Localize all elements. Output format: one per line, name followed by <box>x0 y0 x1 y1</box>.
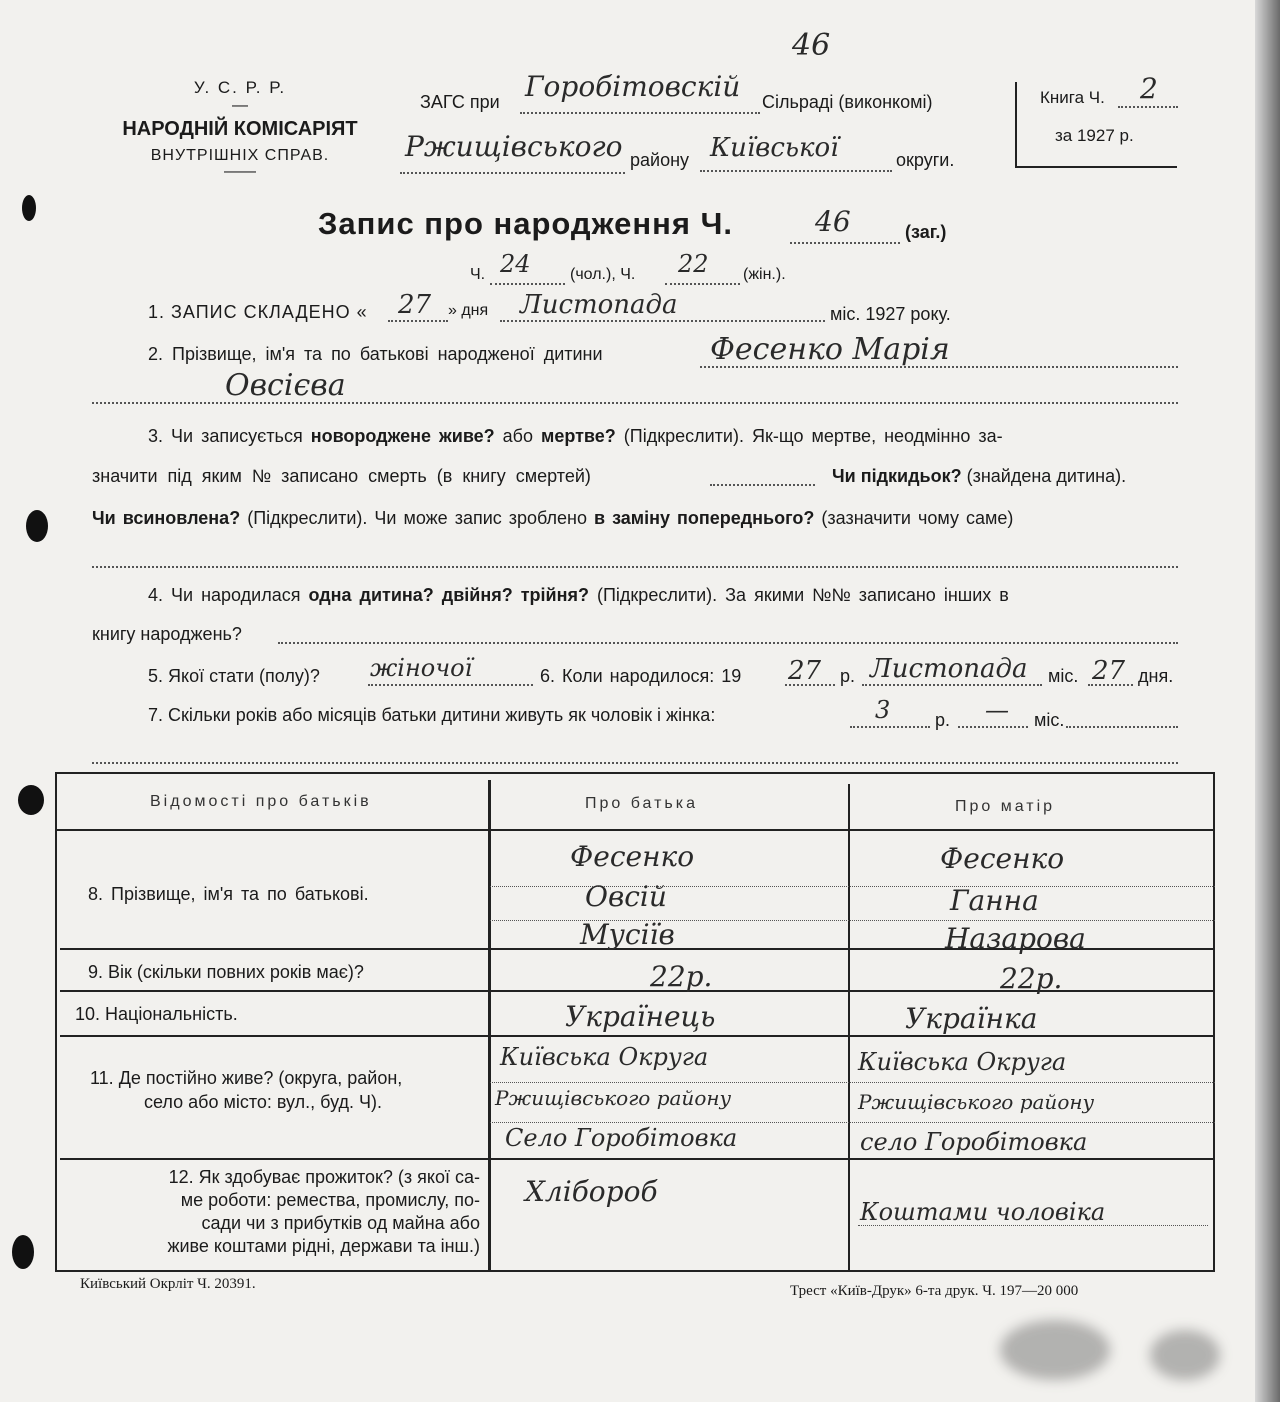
row-divider <box>60 1035 1215 1037</box>
dotted-line <box>1066 726 1178 728</box>
header-left <box>80 78 400 179</box>
q5-label: 5. Якої стати (полу)? <box>148 666 320 686</box>
district-label: району <box>630 150 690 170</box>
dotted-line <box>700 170 892 172</box>
book-number: 2 <box>1140 72 1158 105</box>
separator: — <box>232 97 248 114</box>
punch-hole <box>18 785 44 815</box>
row-label-residence <box>90 1066 402 1114</box>
dotted-line <box>850 726 930 728</box>
zags-suffix: Сільраді (виконкомі) <box>762 92 933 112</box>
father-surname: Фесенко <box>570 840 695 873</box>
dotted-line <box>388 320 448 322</box>
row-label-residence-line: село або місто: вул., буд. Ч). <box>144 1092 382 1112</box>
q3-alive: новороджене живе? <box>310 426 495 446</box>
zags-village: Горобітовскій <box>525 70 741 103</box>
father-residence-district: Ржищівського району <box>495 1086 732 1110</box>
right-edge-shadow <box>1255 0 1280 1402</box>
q6-label: 6. Коли народилося: 19 <box>540 666 742 686</box>
column-divider <box>848 784 850 1270</box>
q6-day: 27 <box>1092 656 1126 686</box>
mother-first-name: Ганна <box>950 884 1039 917</box>
q7-months: — <box>985 696 1009 724</box>
country-label: У. С. Р. Р. <box>193 78 287 97</box>
table-header-father: Про батька <box>585 795 698 812</box>
dotted-line <box>490 1122 1215 1123</box>
male-prefix: Ч. <box>470 266 486 283</box>
punch-hole <box>12 1235 34 1269</box>
q4-text: (Підкреслити). За якими №№ записано інших в <box>597 585 1009 605</box>
q4-text: 4. Чи народилася <box>148 585 301 605</box>
page-title: Запис про народження Ч. <box>318 206 733 241</box>
row-label-livelihood-line: живе коштами рідні, держави та інш.) <box>167 1236 480 1256</box>
dotted-line <box>368 684 533 686</box>
q3-line2b <box>832 466 1126 487</box>
dotted-line <box>500 320 825 322</box>
q6-mis: міс. <box>1048 666 1079 686</box>
separator: —— <box>224 163 256 180</box>
q1-mid: » дня <box>448 302 489 319</box>
title-number: 46 <box>815 205 851 238</box>
zags-prefix: ЗАГС при <box>420 92 500 112</box>
table-header-mother: Про матір <box>955 798 1056 815</box>
district-value: Ржищівського <box>405 130 623 163</box>
q6-r: р. <box>840 666 856 686</box>
dotted-line <box>92 402 1178 404</box>
q5-value: жіночої <box>370 654 473 682</box>
okruha-value: Київської <box>710 133 839 163</box>
mother-surname: Фесенко <box>940 842 1065 875</box>
row-label-livelihood-line: сади чи з прибутків од майна або <box>201 1213 480 1233</box>
q1-label: 1. ЗАПИС СКЛАДЕНО « <box>148 302 368 322</box>
row-divider <box>60 1158 1215 1160</box>
q7-r: р. <box>935 710 951 730</box>
punch-hole <box>26 510 48 542</box>
dotted-line <box>490 1082 1215 1083</box>
row-label-age: 9. Вік (скільки повних років має)? <box>88 962 364 982</box>
q2-name: Фесенко Марія <box>710 332 950 367</box>
q3-adopted: Чи всиновлена? <box>92 508 241 528</box>
okruha-label: округи. <box>896 150 955 170</box>
q4-options: одна дитина? двійня? трійня? <box>308 585 589 605</box>
mother-livelihood: Коштами чоловіка <box>860 1198 1106 1226</box>
footer-left: Київський Окрліт Ч. 20391. <box>80 1276 256 1292</box>
father-residence-village: Село Горобітовка <box>505 1124 738 1152</box>
q4-line2: книгу народжень? <box>92 624 242 644</box>
commissariat-label: НАРОДНІЙ КОМІСАРІЯТ <box>122 118 358 140</box>
row-label-nationality: 10. Національність. <box>75 1004 238 1024</box>
dotted-line <box>278 642 1178 644</box>
row-label-livelihood-line: ме роботи: ремества, промислу, по- <box>180 1190 480 1210</box>
q3-text: (зазначити чому саме) <box>821 508 1014 528</box>
dotted-line <box>92 566 1178 568</box>
dotted-line <box>858 1225 1208 1226</box>
q3-line3 <box>92 508 1013 529</box>
q4-line1 <box>148 585 1009 606</box>
dotted-line <box>862 684 1042 686</box>
q3-line2 <box>92 466 591 487</box>
father-age: 22р. <box>650 960 713 993</box>
father-nationality: Українець <box>565 1000 716 1033</box>
table-header-info: Відомості про батьків <box>150 793 372 810</box>
department-label: ВНУТРІШНІХ СПРАВ. <box>150 147 330 164</box>
q1-month: Листопада <box>520 290 678 320</box>
q6-year: 27 <box>788 656 822 686</box>
ink-blot <box>1150 1330 1220 1380</box>
male-label: (чол.), Ч. <box>570 266 636 283</box>
q3-text: 3. Чи записується <box>148 426 303 446</box>
father-patronymic: Мусіїв <box>580 918 675 951</box>
mother-nationality: Українка <box>905 1002 1038 1035</box>
book-label: Книга Ч. <box>1040 88 1105 107</box>
dotted-line <box>790 242 900 244</box>
q3-text: значити під яким № записано смерть (в книгу смертей) <box>92 466 591 486</box>
q3-line1 <box>148 426 1003 447</box>
dotted-line <box>490 283 565 285</box>
dotted-line <box>520 112 760 114</box>
male-count: 24 <box>500 250 531 278</box>
father-livelihood: Хлібороб <box>525 1175 658 1208</box>
q3-text: (Підкреслити). Чи може запис зроблено <box>247 508 587 528</box>
q6-dnia: дня. <box>1138 666 1174 686</box>
mother-residence-okruha: Київська Округа <box>858 1048 1067 1076</box>
title-suffix: (заг.) <box>905 222 947 242</box>
q3-foundling: Чи підкидьок? <box>832 466 962 486</box>
q3-text: (Підкреслити). Як-що мертве, неодмінно за- <box>623 426 1003 446</box>
page-number: 46 <box>792 28 831 63</box>
column-divider <box>488 780 491 1270</box>
footer-right: Трест «Київ-Друк» 6-та друк. Ч. 197—20 000 <box>790 1283 1079 1299</box>
q7-label: 7. Скільки років або місяців батьки дитини живуть як чоловік і жінка: <box>148 705 716 725</box>
mother-age: 22р. <box>1000 962 1063 995</box>
dotted-line <box>92 762 1178 764</box>
q3-text: або <box>502 426 534 446</box>
q2-label: 2. Прізвище, ім'я та по батькові народженої дитини <box>148 344 603 364</box>
female-label: (жін.). <box>743 266 786 283</box>
punch-hole <box>22 195 36 221</box>
q6-month: Листопада <box>870 654 1028 684</box>
dotted-line <box>1118 106 1178 108</box>
row-label-livelihood <box>88 1166 480 1258</box>
dotted-line <box>958 726 1028 728</box>
father-residence-okruha: Київська Округа <box>500 1043 709 1071</box>
row-label-name: 8. Прізвище, ім'я та по батькові. <box>88 884 369 904</box>
q3-replacement: в заміну попереднього? <box>594 508 815 528</box>
book-year: за 1927 р. <box>1055 126 1134 145</box>
q1-end: міс. 1927 року. <box>830 304 951 324</box>
dotted-line <box>400 172 625 174</box>
dotted-line <box>710 484 815 486</box>
q7-years: 3 <box>875 696 891 724</box>
dotted-line <box>785 684 835 686</box>
dotted-line <box>700 366 1178 368</box>
ink-blot <box>1000 1320 1110 1380</box>
q3-text: (знайдена дитина). <box>966 466 1127 486</box>
row-divider <box>55 829 1215 831</box>
female-count: 22 <box>678 250 709 278</box>
q1-day: 27 <box>398 290 432 320</box>
row-label-residence-line: 11. Де постійно живе? (округа, район, <box>90 1068 403 1088</box>
mother-patronymic: Назарова <box>945 922 1086 955</box>
mother-residence-village: село Горобітовка <box>860 1128 1088 1156</box>
mother-residence-district: Ржищівського району <box>858 1090 1095 1114</box>
q2-name-cont: Овсієва <box>225 368 346 403</box>
father-first-name: Овсій <box>585 880 667 913</box>
q3-dead: мертве? <box>541 426 616 446</box>
row-label-livelihood-line: 12. Як здобуває прожиток? (з якої са- <box>168 1167 480 1187</box>
dotted-line <box>665 283 740 285</box>
q7-mis: міс. <box>1034 710 1065 730</box>
